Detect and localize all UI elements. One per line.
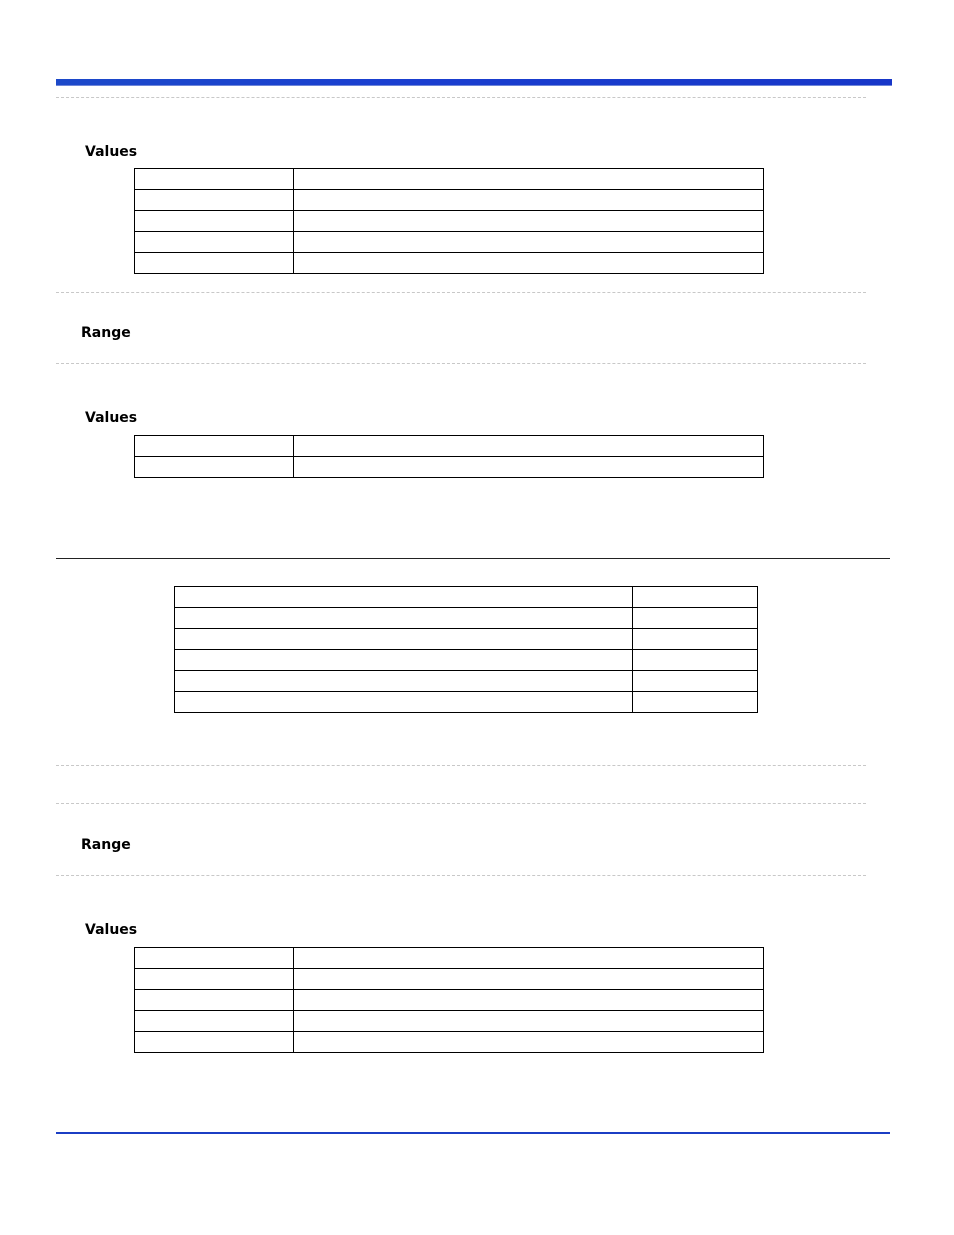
table-row: [175, 671, 758, 692]
table-cell: [294, 990, 764, 1011]
table-cell: [294, 436, 764, 457]
table-cell: [294, 190, 764, 211]
table-row: [135, 253, 764, 274]
table-cell: [294, 948, 764, 969]
values-table-1: [134, 168, 764, 274]
dashed-divider: [56, 292, 866, 293]
table-row: [135, 1011, 764, 1032]
values-label-3: Values: [85, 922, 138, 938]
table-row: [135, 436, 764, 457]
table-row: [135, 1032, 764, 1053]
table-cell: [135, 190, 294, 211]
table-cell: [135, 253, 294, 274]
table-cell: [175, 587, 633, 608]
table-cell: [633, 650, 758, 671]
middle-table: [174, 586, 758, 713]
table-cell: [294, 457, 764, 478]
table-cell: [294, 1032, 764, 1053]
values-table-2: [134, 435, 764, 478]
table-row: [135, 990, 764, 1011]
table-row: [175, 608, 758, 629]
table-cell: [175, 671, 633, 692]
dashed-divider: [56, 875, 866, 876]
table-cell: [135, 990, 294, 1011]
dashed-divider: [56, 97, 866, 98]
table-cell: [135, 169, 294, 190]
table-cell: [135, 457, 294, 478]
table-cell: [175, 692, 633, 713]
table-cell: [294, 1011, 764, 1032]
table-row: [135, 948, 764, 969]
table-row: [175, 587, 758, 608]
table-cell: [135, 436, 294, 457]
table-cell: [294, 969, 764, 990]
table-cell: [633, 587, 758, 608]
footer-rule: [56, 1132, 890, 1134]
table-cell: [633, 692, 758, 713]
table-cell: [294, 169, 764, 190]
table-cell: [135, 1011, 294, 1032]
table-row: [135, 211, 764, 232]
table-row: [135, 190, 764, 211]
table-row: [175, 650, 758, 671]
table-row: [135, 232, 764, 253]
table-cell: [294, 232, 764, 253]
table-cell: [294, 253, 764, 274]
header-rule: [56, 79, 892, 85]
table-cell: [135, 211, 294, 232]
range-label-1: Range: [81, 325, 131, 341]
table-cell: [175, 608, 633, 629]
table-cell: [175, 629, 633, 650]
dashed-divider: [56, 803, 866, 804]
table-cell: [135, 232, 294, 253]
section-divider: [56, 558, 890, 559]
values-table-3: [134, 947, 764, 1053]
table-cell: [135, 948, 294, 969]
range-label-2: Range: [81, 837, 131, 853]
table-cell: [175, 650, 633, 671]
table-cell: [135, 1032, 294, 1053]
table-cell: [294, 211, 764, 232]
table-cell: [633, 629, 758, 650]
dashed-divider: [56, 765, 866, 766]
table-cell: [633, 608, 758, 629]
table-row: [135, 969, 764, 990]
values-label-2: Values: [85, 410, 138, 426]
table-row: [175, 629, 758, 650]
table-cell: [633, 671, 758, 692]
values-label-1: Values: [85, 144, 138, 160]
table-row: [135, 457, 764, 478]
table-row: [175, 692, 758, 713]
table-row: [135, 169, 764, 190]
dashed-divider: [56, 363, 866, 364]
table-cell: [135, 969, 294, 990]
